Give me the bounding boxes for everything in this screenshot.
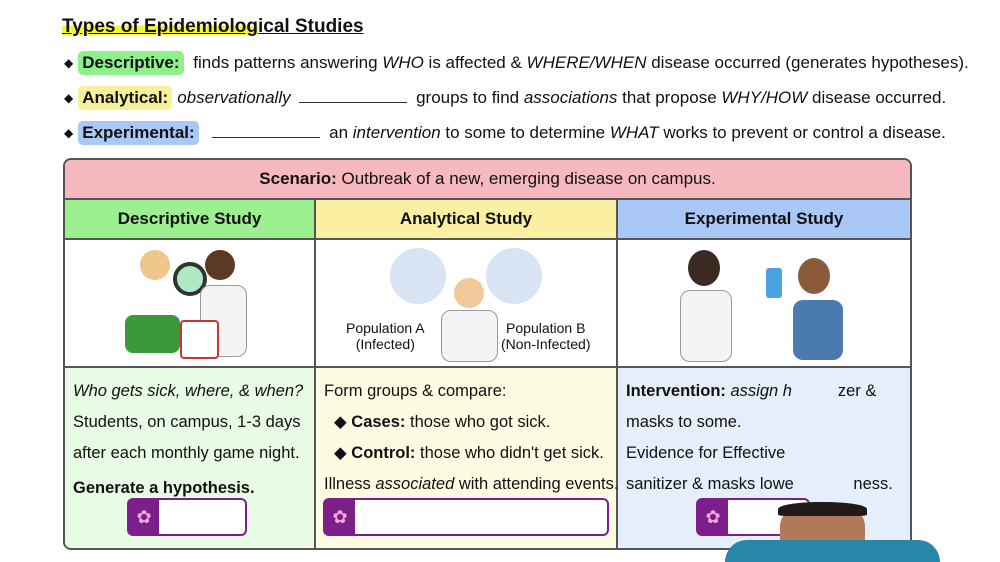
bullet-descriptive: ◆ Descriptive: finds patterns answering WHO is affected & WHERE/WHEN disease occurred (generates hypotheses). bbox=[64, 51, 969, 75]
brain-icon: ✿ bbox=[129, 500, 159, 534]
answer-box[interactable] bbox=[323, 498, 609, 536]
bullet-experimental: ◆ Experimental: an intervention to some to determine WHAT works to prevent or control a disease. bbox=[64, 121, 946, 145]
diamond-icon: ◆ bbox=[64, 91, 74, 105]
column-header: Descriptive Study bbox=[65, 200, 314, 240]
column-experimental: Experimental Study Intervention: assign h zer & masks to some. Evidence for Effective sanitizer & masks lowe ness. ✿ bbox=[618, 200, 910, 548]
column-header: Experimental Study bbox=[618, 200, 910, 240]
answer-box[interactable] bbox=[127, 498, 247, 536]
scenario-row: Scenario: Outbreak of a new, emerging disease on campus. bbox=[65, 160, 910, 200]
page-title: Types of Epidemiological Studies bbox=[62, 16, 364, 37]
column-descriptive: Descriptive Study Who gets sick, where, & when? Students, on campus, 1-3 days after each monthly game night. Generate a hypothesis. ✿ bbox=[65, 200, 316, 548]
descriptive-illustration bbox=[65, 240, 314, 368]
calendar-icon bbox=[180, 320, 219, 359]
population-b-icon bbox=[486, 248, 542, 304]
brain-icon: ✿ bbox=[698, 500, 728, 534]
sanitizer-icon bbox=[766, 268, 782, 298]
population-a-icon bbox=[390, 248, 446, 304]
column-analytical: Analytical Study Population A (Infected) Population B (Non-Infected) Form groups & compare: ◆ Cases: those who got sick. ◆ Control: those who didn't get sick. Illness associated with attending events. ✿ bbox=[316, 200, 618, 548]
study-types-table bbox=[63, 158, 912, 550]
analytical-illustration: Population A (Infected) Population B (Non-Infected) bbox=[316, 240, 616, 368]
presenter-video bbox=[725, 502, 940, 562]
column-header: Analytical Study bbox=[316, 200, 616, 240]
bullet-analytical: ◆ Analytical: observationally groups to find associations that propose WHY/HOW disease occurred. bbox=[64, 86, 946, 110]
brain-icon: ✿ bbox=[325, 500, 355, 534]
map-icon bbox=[125, 315, 180, 353]
experimental-illustration bbox=[618, 240, 910, 368]
diamond-icon: ◆ bbox=[64, 56, 74, 70]
fill-in-blank bbox=[299, 88, 407, 103]
fill-in-blank bbox=[212, 123, 320, 138]
diamond-icon: ◆ bbox=[64, 126, 74, 140]
